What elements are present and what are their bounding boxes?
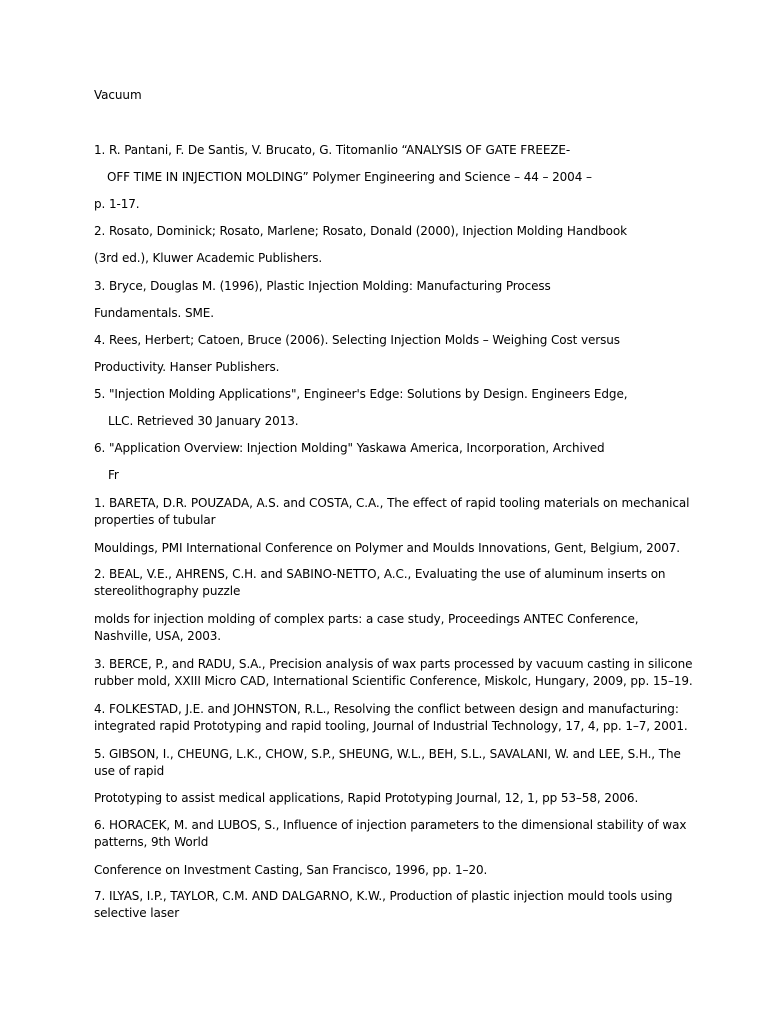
document-heading: Vacuum — [94, 88, 142, 102]
reference-line: 4. Rees, Herbert; Catoen, Bruce (2006). Selecting Injection Molds – Weighing Cost versus — [94, 333, 620, 347]
reference-line: 3. Bryce, Douglas M. (1996), Plastic Injection Molding: Manufacturing Process — [94, 279, 551, 293]
reference-line: molds for injection molding of complex parts: a case study, Proceedings ANTEC Conference, — [94, 612, 639, 626]
reference-line: Nashville, USA, 2003. — [94, 629, 222, 643]
reference-line: 2. BEAL, V.E., AHRENS, C.H. and SABINO-NETTO, A.C., Evaluating the use of aluminum inserts on — [94, 567, 666, 581]
reference-line: 1. R. Pantani, F. De Santis, V. Brucato, G. Titomanlio “ANALYSIS OF GATE FREEZE- — [94, 143, 571, 157]
reference-line: properties of tubular — [94, 513, 216, 527]
reference-line: use of rapid — [94, 764, 165, 778]
reference-line: Prototyping to assist medical applications, Rapid Prototyping Journal, 12, 1, pp 53–58, 2006. — [94, 791, 639, 805]
reference-line: 6. HORACEK, M. and LUBOS, S., Influence of injection parameters to the dimensional stability of wax — [94, 818, 687, 832]
reference-line: p. 1-17. — [94, 197, 140, 211]
reference-line: Fundamentals. SME. — [94, 306, 214, 320]
reference-line: 5. "Injection Molding Applications", Engineer's Edge: Solutions by Design. Engineers Edge, — [94, 387, 628, 401]
reference-line: Conference on Investment Casting, San Francisco, 1996, pp. 1–20. — [94, 863, 488, 877]
reference-line: patterns, 9th World — [94, 835, 209, 849]
reference-line: (3rd ed.), Kluwer Academic Publishers. — [94, 251, 323, 265]
reference-line: selective laser — [94, 906, 180, 920]
reference-line: Mouldings, PMI International Conference on Polymer and Moulds Innovations, Gent, Belgium, 2007. — [94, 541, 681, 555]
reference-line: 1. BARETA, D.R. POUZADA, A.S. and COSTA, C.A., The effect of rapid tooling materials on mechanical — [94, 496, 690, 510]
reference-line: rubber mold, XXIII Micro CAD, International Scientific Conference, Miskolc, Hungary, 2009, pp. 15–19. — [94, 674, 693, 688]
reference-line: 4. FOLKESTAD, J.E. and JOHNSTON, R.L., Resolving the conflict between design and manufacturing: — [94, 702, 679, 716]
reference-line: 3. BERCE, P., and RADU, S.A., Precision analysis of wax parts processed by vacuum casting in silicone — [94, 657, 693, 671]
reference-line: Productivity. Hanser Publishers. — [94, 360, 280, 374]
reference-line: Fr — [108, 468, 119, 482]
reference-line: 2. Rosato, Dominick; Rosato, Marlene; Rosato, Donald (2000), Injection Molding Handbook — [94, 224, 627, 238]
reference-line: integrated rapid Prototyping and rapid tooling, Journal of Industrial Technology, 17, 4, pp. 1–7, 2001. — [94, 719, 688, 733]
reference-line: stereolithography puzzle — [94, 584, 241, 598]
reference-line: 6. "Application Overview: Injection Molding" Yaskawa America, Incorporation, Archived — [94, 441, 605, 455]
reference-line: LLC. Retrieved 30 January 2013. — [108, 414, 299, 428]
reference-line: 5. GIBSON, I., CHEUNG, L.K., CHOW, S.P., SHEUNG, W.L., BEH, S.L., SAVALANI, W. and LEE, S.H., The — [94, 747, 681, 761]
reference-line: 7. ILYAS, I.P., TAYLOR, C.M. AND DALGARNO, K.W., Production of plastic injection mould tools using — [94, 889, 673, 903]
reference-line: OFF TIME IN INJECTION MOLDING” Polymer Engineering and Science – 44 – 2004 – — [107, 170, 592, 184]
